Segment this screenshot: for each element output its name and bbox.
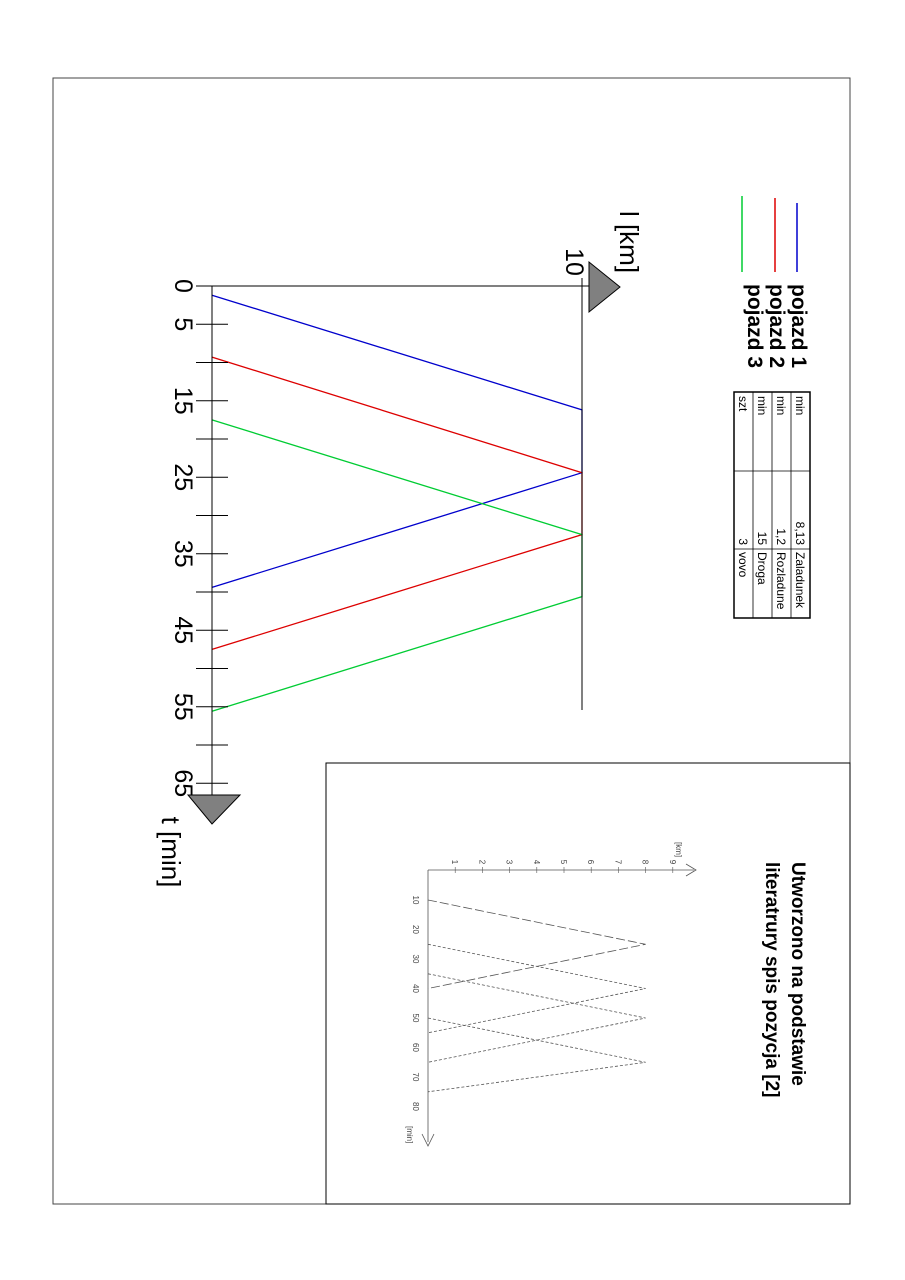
parameters-table xyxy=(734,392,810,618)
x-tick-label: 65 xyxy=(169,769,197,798)
x-tick-label: 0 xyxy=(169,279,197,293)
table-cell-value: 1,2 xyxy=(774,528,788,545)
table-cell-unit: szt xyxy=(736,396,750,412)
inset-caption-line-1: Utworzono na podstawie xyxy=(787,862,808,1086)
table-cell-name: Rozladune xyxy=(774,552,788,610)
main-series-group xyxy=(212,295,582,711)
inset-time-tick-label: 10 xyxy=(411,895,420,905)
main-chart xyxy=(156,211,644,887)
table-cells xyxy=(736,396,807,610)
inset-distance-tick-label: 1 xyxy=(450,859,460,865)
series-line-2 xyxy=(212,357,582,649)
time-tick-labels xyxy=(169,279,197,797)
inset-distance-tick-label: 5 xyxy=(559,859,568,865)
inset-time-tick-label: 80 xyxy=(411,1102,420,1111)
inset-distance-tick-label: 6 xyxy=(586,859,596,865)
legend-label-3: pojazd 3 xyxy=(743,284,766,369)
inset-time-tick-label: 20 xyxy=(411,925,420,934)
table-cell-unit: min xyxy=(755,396,769,416)
inset-chart xyxy=(405,842,808,1146)
inset-tick-labels xyxy=(411,860,677,1112)
table-cell-name: Zaladunek xyxy=(793,552,807,609)
y-axis-label: l [km] xyxy=(614,210,644,274)
inset-series-group xyxy=(428,900,646,1092)
table-cell-name: vovo xyxy=(736,552,750,578)
table-cell-unit: min xyxy=(793,396,807,416)
legend-label-2: pojazd 2 xyxy=(765,284,788,369)
x-tick-label: 25 xyxy=(169,463,197,492)
inset-series-line-2 xyxy=(428,944,646,1033)
series-line-3 xyxy=(212,420,582,711)
table-cell-unit: min xyxy=(774,396,788,416)
time-axis-arrow-icon xyxy=(188,795,240,824)
table-cell-name: Droga xyxy=(755,552,769,585)
inset-distance-tick-label: 7 xyxy=(613,859,623,865)
inset-distance-tick-label: 8 xyxy=(640,859,650,865)
inset-distance-tick-label: 2 xyxy=(477,859,487,865)
inset-time-unit: [min] xyxy=(405,1126,414,1144)
x-tick-label: 15 xyxy=(169,386,197,415)
table-cell-value: 15 xyxy=(755,531,769,545)
legend-label-1: pojazd 1 xyxy=(787,284,810,369)
inset-distance-unit: [km] xyxy=(674,842,683,858)
inset-distance-tick-label: 9 xyxy=(667,859,677,865)
inset-series-line-3 xyxy=(428,974,646,1063)
table-cell-value: 3 xyxy=(736,538,750,545)
x-tick-label: 55 xyxy=(169,692,197,721)
inset-distance-tick-label: 4 xyxy=(531,859,541,865)
table-cell-value: 8,13 xyxy=(793,521,807,545)
series-line-1 xyxy=(212,295,582,587)
y-tick-label-10: 10 xyxy=(560,248,588,276)
inset-distance-tick-label: 3 xyxy=(504,859,514,865)
x-axis-label: t [min] xyxy=(156,816,186,888)
inset-caption-line-2: literatrury spis pozycja [2] xyxy=(761,862,782,1098)
inset-time-tick-label: 50 xyxy=(411,1013,420,1023)
inset-time-tick-label: 40 xyxy=(411,984,420,993)
x-tick-label: 45 xyxy=(169,616,197,645)
inset-series-line-4 xyxy=(428,1018,646,1092)
legend xyxy=(742,196,810,368)
x-tick-label: 35 xyxy=(169,539,197,568)
inset-time-tick-label: 70 xyxy=(411,1072,420,1082)
inset-time-tick-label: 30 xyxy=(411,954,420,964)
inset-series-line-1 xyxy=(428,900,646,989)
x-tick-label: 5 xyxy=(169,317,197,332)
inset-time-tick-label: 60 xyxy=(411,1043,420,1052)
